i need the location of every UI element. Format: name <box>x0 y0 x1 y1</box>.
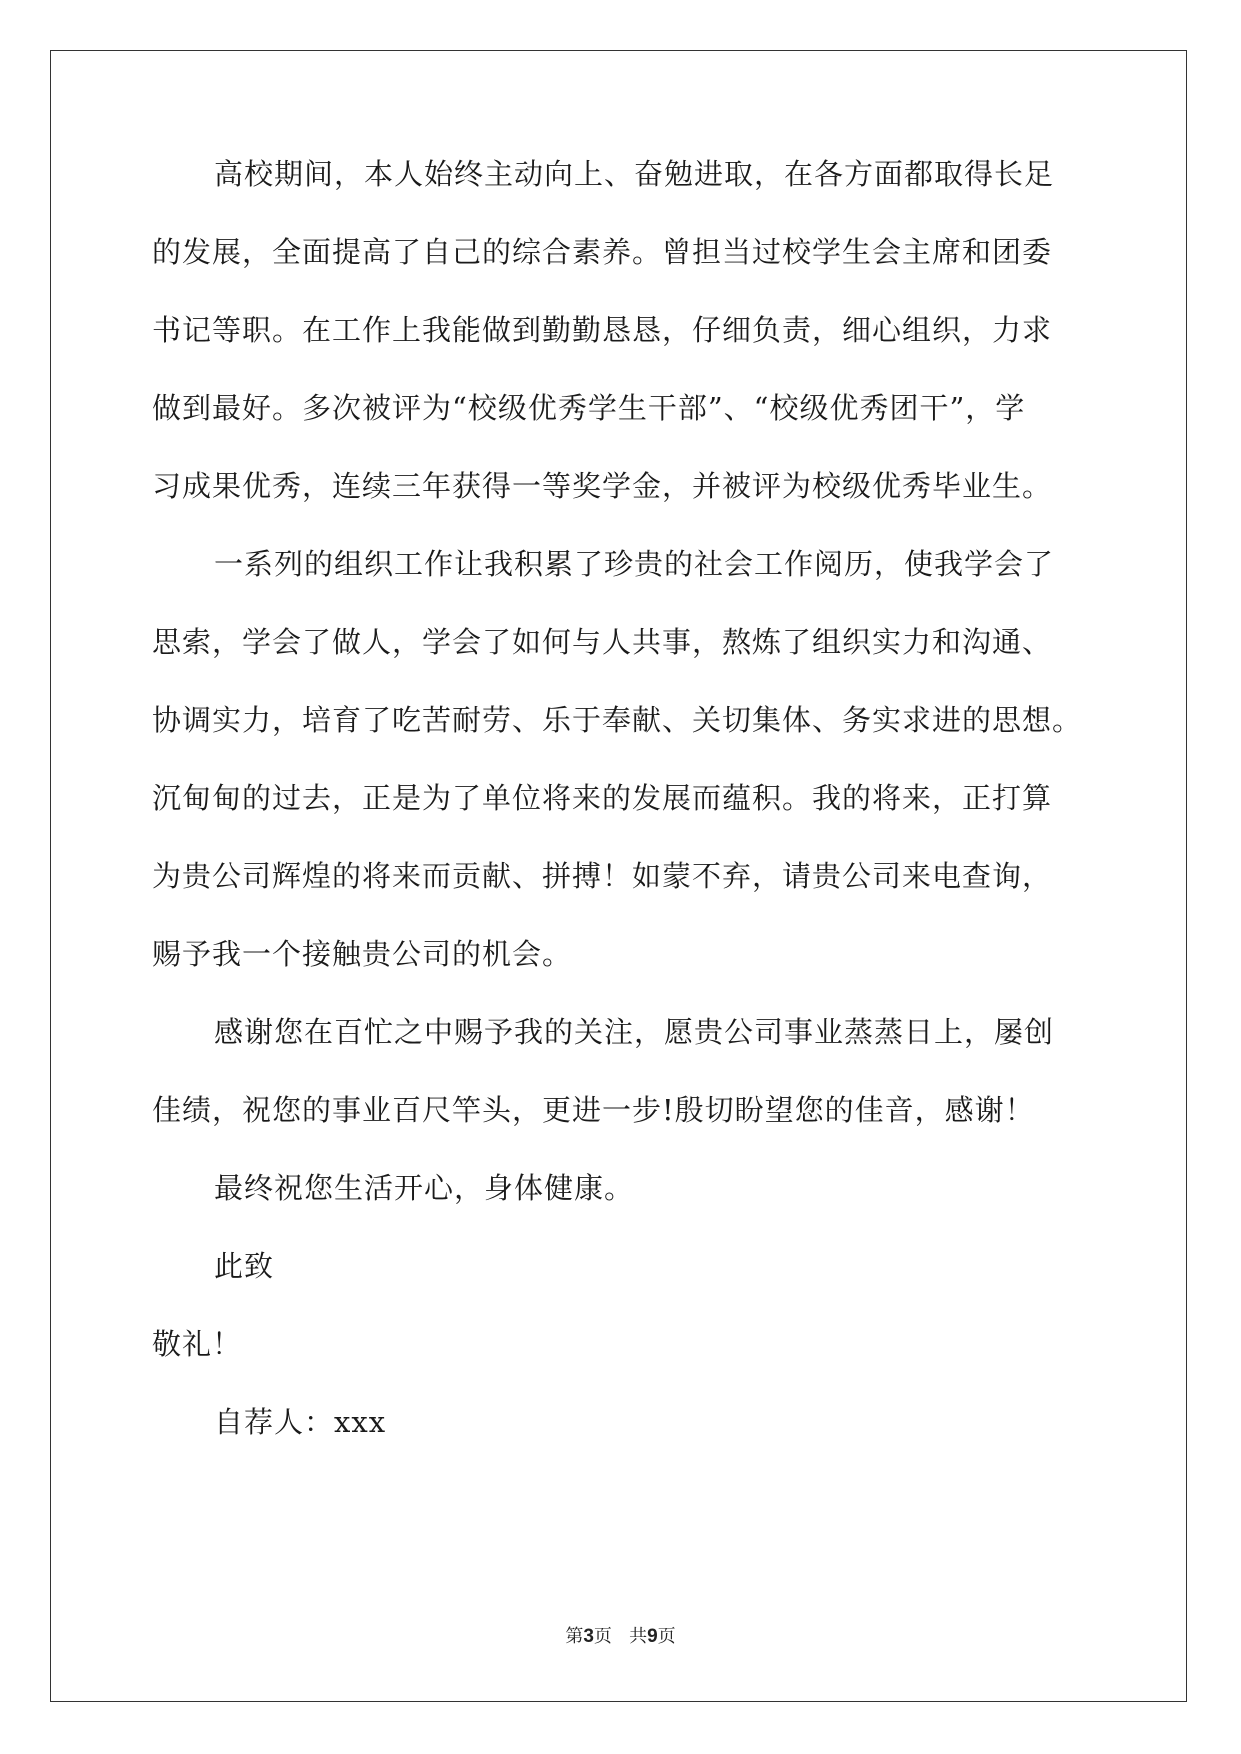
page-footer <box>0 1625 1241 1649</box>
salutation-jingli: 敬礼！ <box>152 1327 243 1361</box>
salutation-cizhi: 此致 <box>214 1249 275 1283</box>
paragraph-line: 书记等职。在工作上我能做到勤勤恳恳，仔细负责，细心组织，力求 <box>152 313 1053 347</box>
paragraph-line: 做到最好。多次被评为“校级优秀学生干部”、“校级优秀团干”，学 <box>152 391 1026 425</box>
paragraph-line: 的发展，全面提高了自己的综合素养。曾担当过校学生会主席和团委 <box>152 235 1053 269</box>
total-pages: 9 <box>647 1626 658 1647</box>
paragraph-line: 一系列的组织工作让我积累了珍贵的社会工作阅历，使我学会了 <box>214 547 1055 581</box>
paragraph-line: 感谢您在百忙之中赐予我的关注，愿贵公司事业蒸蒸日上，屡创 <box>214 1015 1055 1049</box>
total-label-prefix: 共 <box>629 1626 648 1647</box>
page-number: 3 <box>583 1626 594 1647</box>
paragraph-line: 高校期间，本人始终主动向上、奋勉进取，在各方面都取得长足 <box>214 157 1055 191</box>
paragraph-line: 思索，学会了做人，学会了如何与人共事，熬炼了组织实力和沟通、 <box>152 625 1053 659</box>
paragraph-line: 佳绩，祝您的事业百尺竿头，更进一步!殷切盼望您的佳音，感谢！ <box>152 1093 1035 1127</box>
paragraph-line: 沉甸甸的过去，正是为了单位将来的发展而蕴积。我的将来，正打算 <box>152 781 1053 815</box>
page-label-prefix: 第 <box>565 1626 584 1647</box>
total-label-suffix: 页 <box>657 1626 676 1647</box>
signature: 自荐人：xxx <box>214 1405 387 1439</box>
page-label-suffix: 页 <box>593 1626 612 1647</box>
paragraph-line: 赐予我一个接触贵公司的机会。 <box>152 937 573 971</box>
paragraph-line: 习成果优秀，连续三年获得一等奖学金，并被评为校级优秀毕业生。 <box>152 469 1053 503</box>
paragraph-line: 协调实力，培育了吃苦耐劳、乐于奉献、关切集体、务实求进的思想。 <box>152 703 1083 737</box>
closing-wish: 最终祝您生活开心，身体健康。 <box>214 1171 635 1205</box>
paragraph-line: 为贵公司辉煌的将来而贡献、拼搏！如蒙不弃，请贵公司来电查询， <box>152 859 1053 893</box>
